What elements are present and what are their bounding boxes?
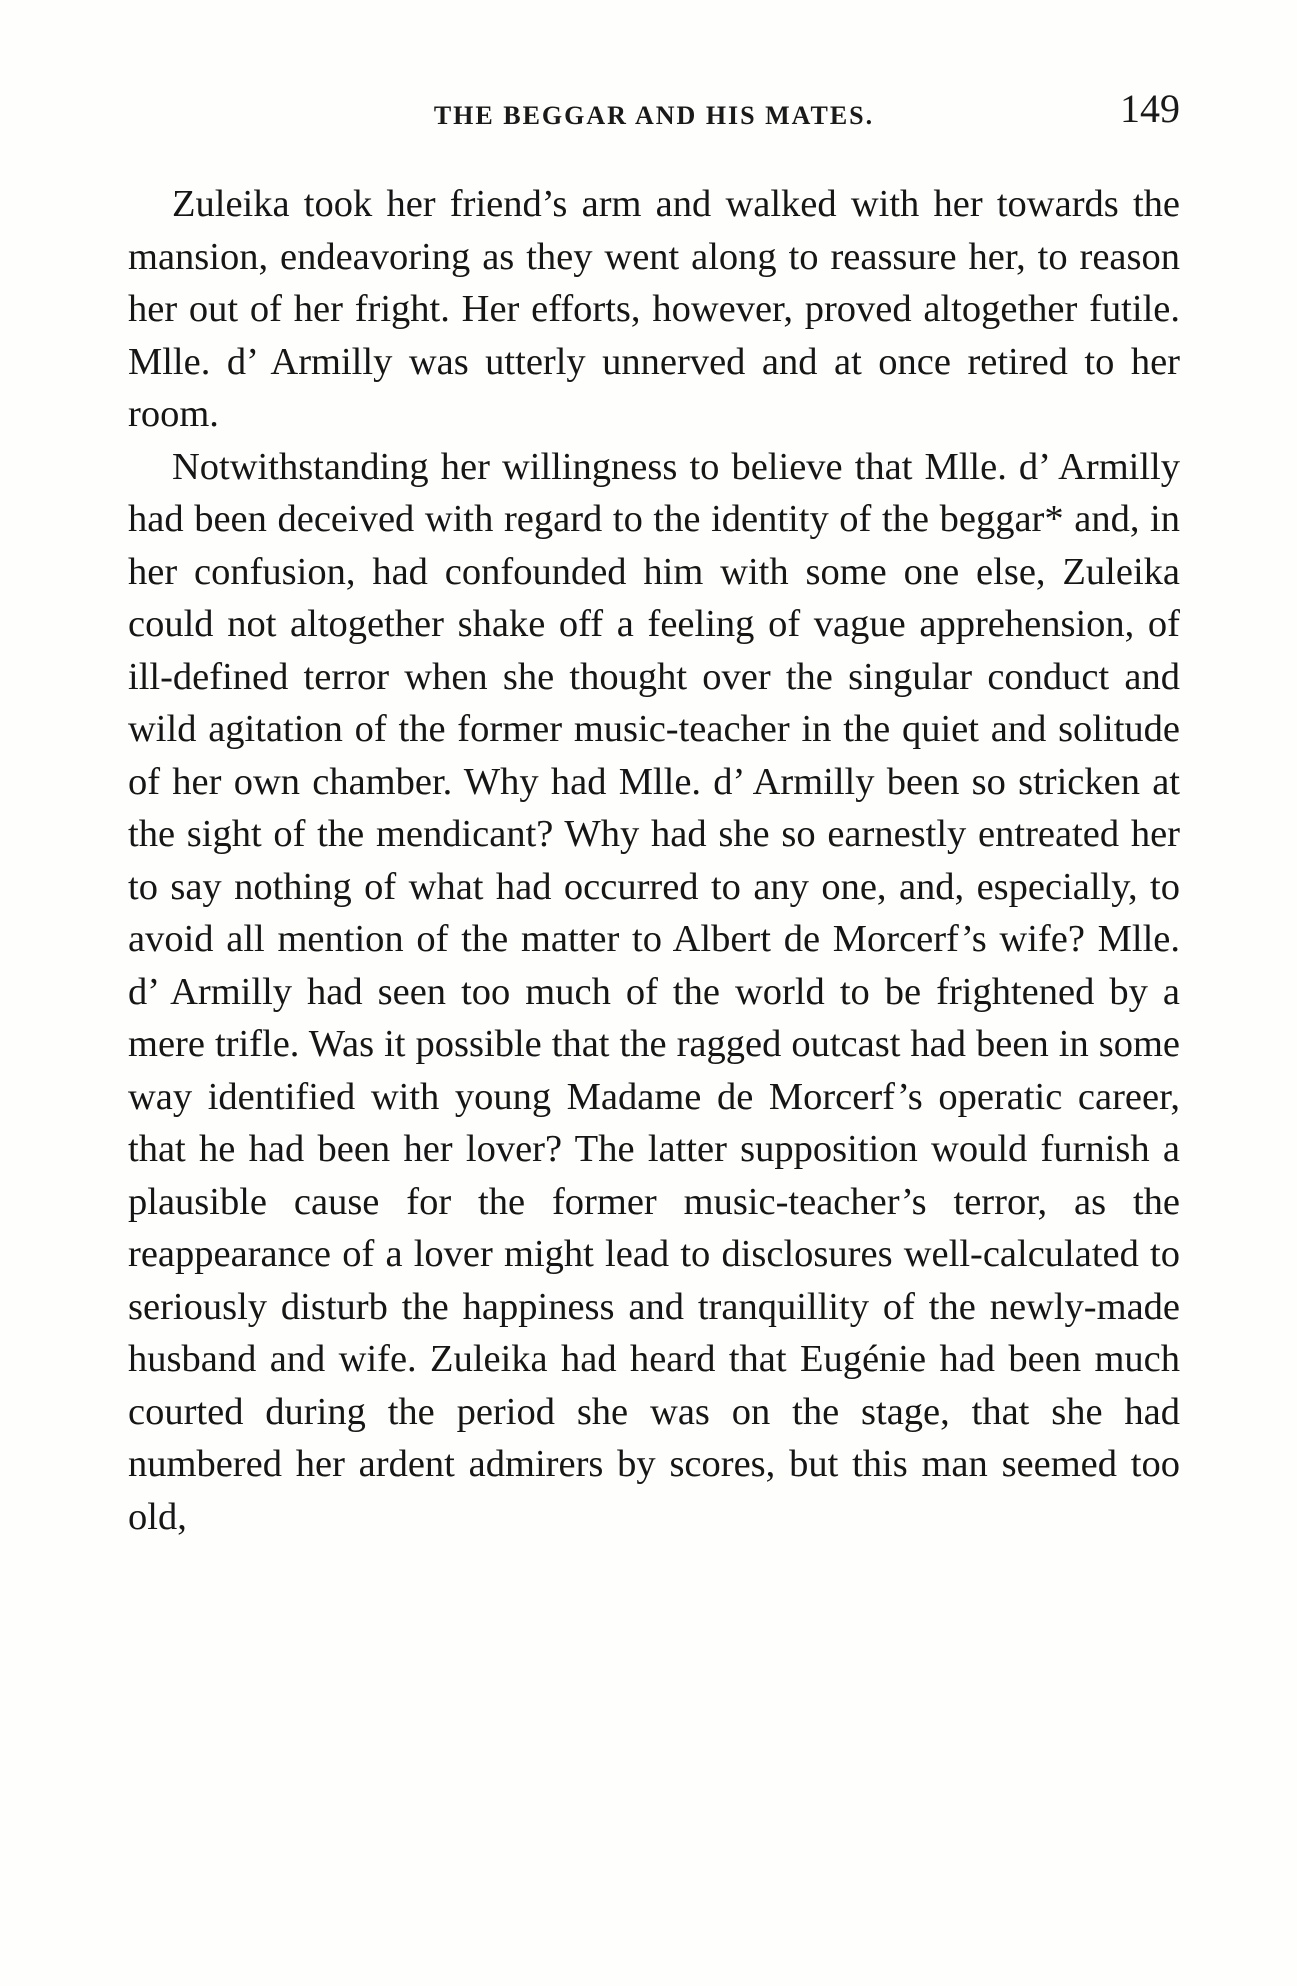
paragraph-2: Notwithstanding her willingness to believe that Mlle. d’ Armilly had been deceived with regard to the identity of the beggar* and, in her confusion, had confounded him with some one else, Zuleika could not altogether shake off a feeling of vague apprehension, of ill-defined terror when she thought over the singular conduct and wild agitation of the former music-teacher in the quiet and solitude of her own chamber. Why had Mlle. d’ Armilly been so stricken at the sight of the mendicant? Why had she so earnestly entreated her to say nothing of what had occurred to any one, and, especially, to avoid all mention of the matter to Albert de Morcerf’s wife? Mlle. d’ Armilly had seen too much of the world to be frightened by a mere trifle. Was it possible that the ragged outcast had been in some way identified with young Madame de Morcerf’s operatic career, that he had been her lover? The latter supposition would furnish a plausible cause for the former music-teacher’s terror, as the reappearance of a lover might lead to disclosures well-calculated to seriously disturb the happiness and tranquillity of the newly-made husband and wife. Zuleika had heard that Eugénie had been much courted during the period she was on the stage, that she had numbered her ardent admirers by scores, but this man seemed too old, [128, 445, 1180, 1538]
body-text [128, 178, 1180, 1543]
running-header [128, 85, 1180, 145]
page-number: 149 [1120, 86, 1180, 131]
paragraph-1: Zuleika took her friend’s arm and walked with her towards the mansion, endeavoring as they went along to reassure her, to reason her out of her fright. Her efforts, however, proved altogether futile. Mlle. d’ Armilly was utterly unnerved and at once retired to her room. [128, 183, 1180, 435]
running-title: THE BEGGAR AND HIS MATES. [433, 101, 875, 130]
